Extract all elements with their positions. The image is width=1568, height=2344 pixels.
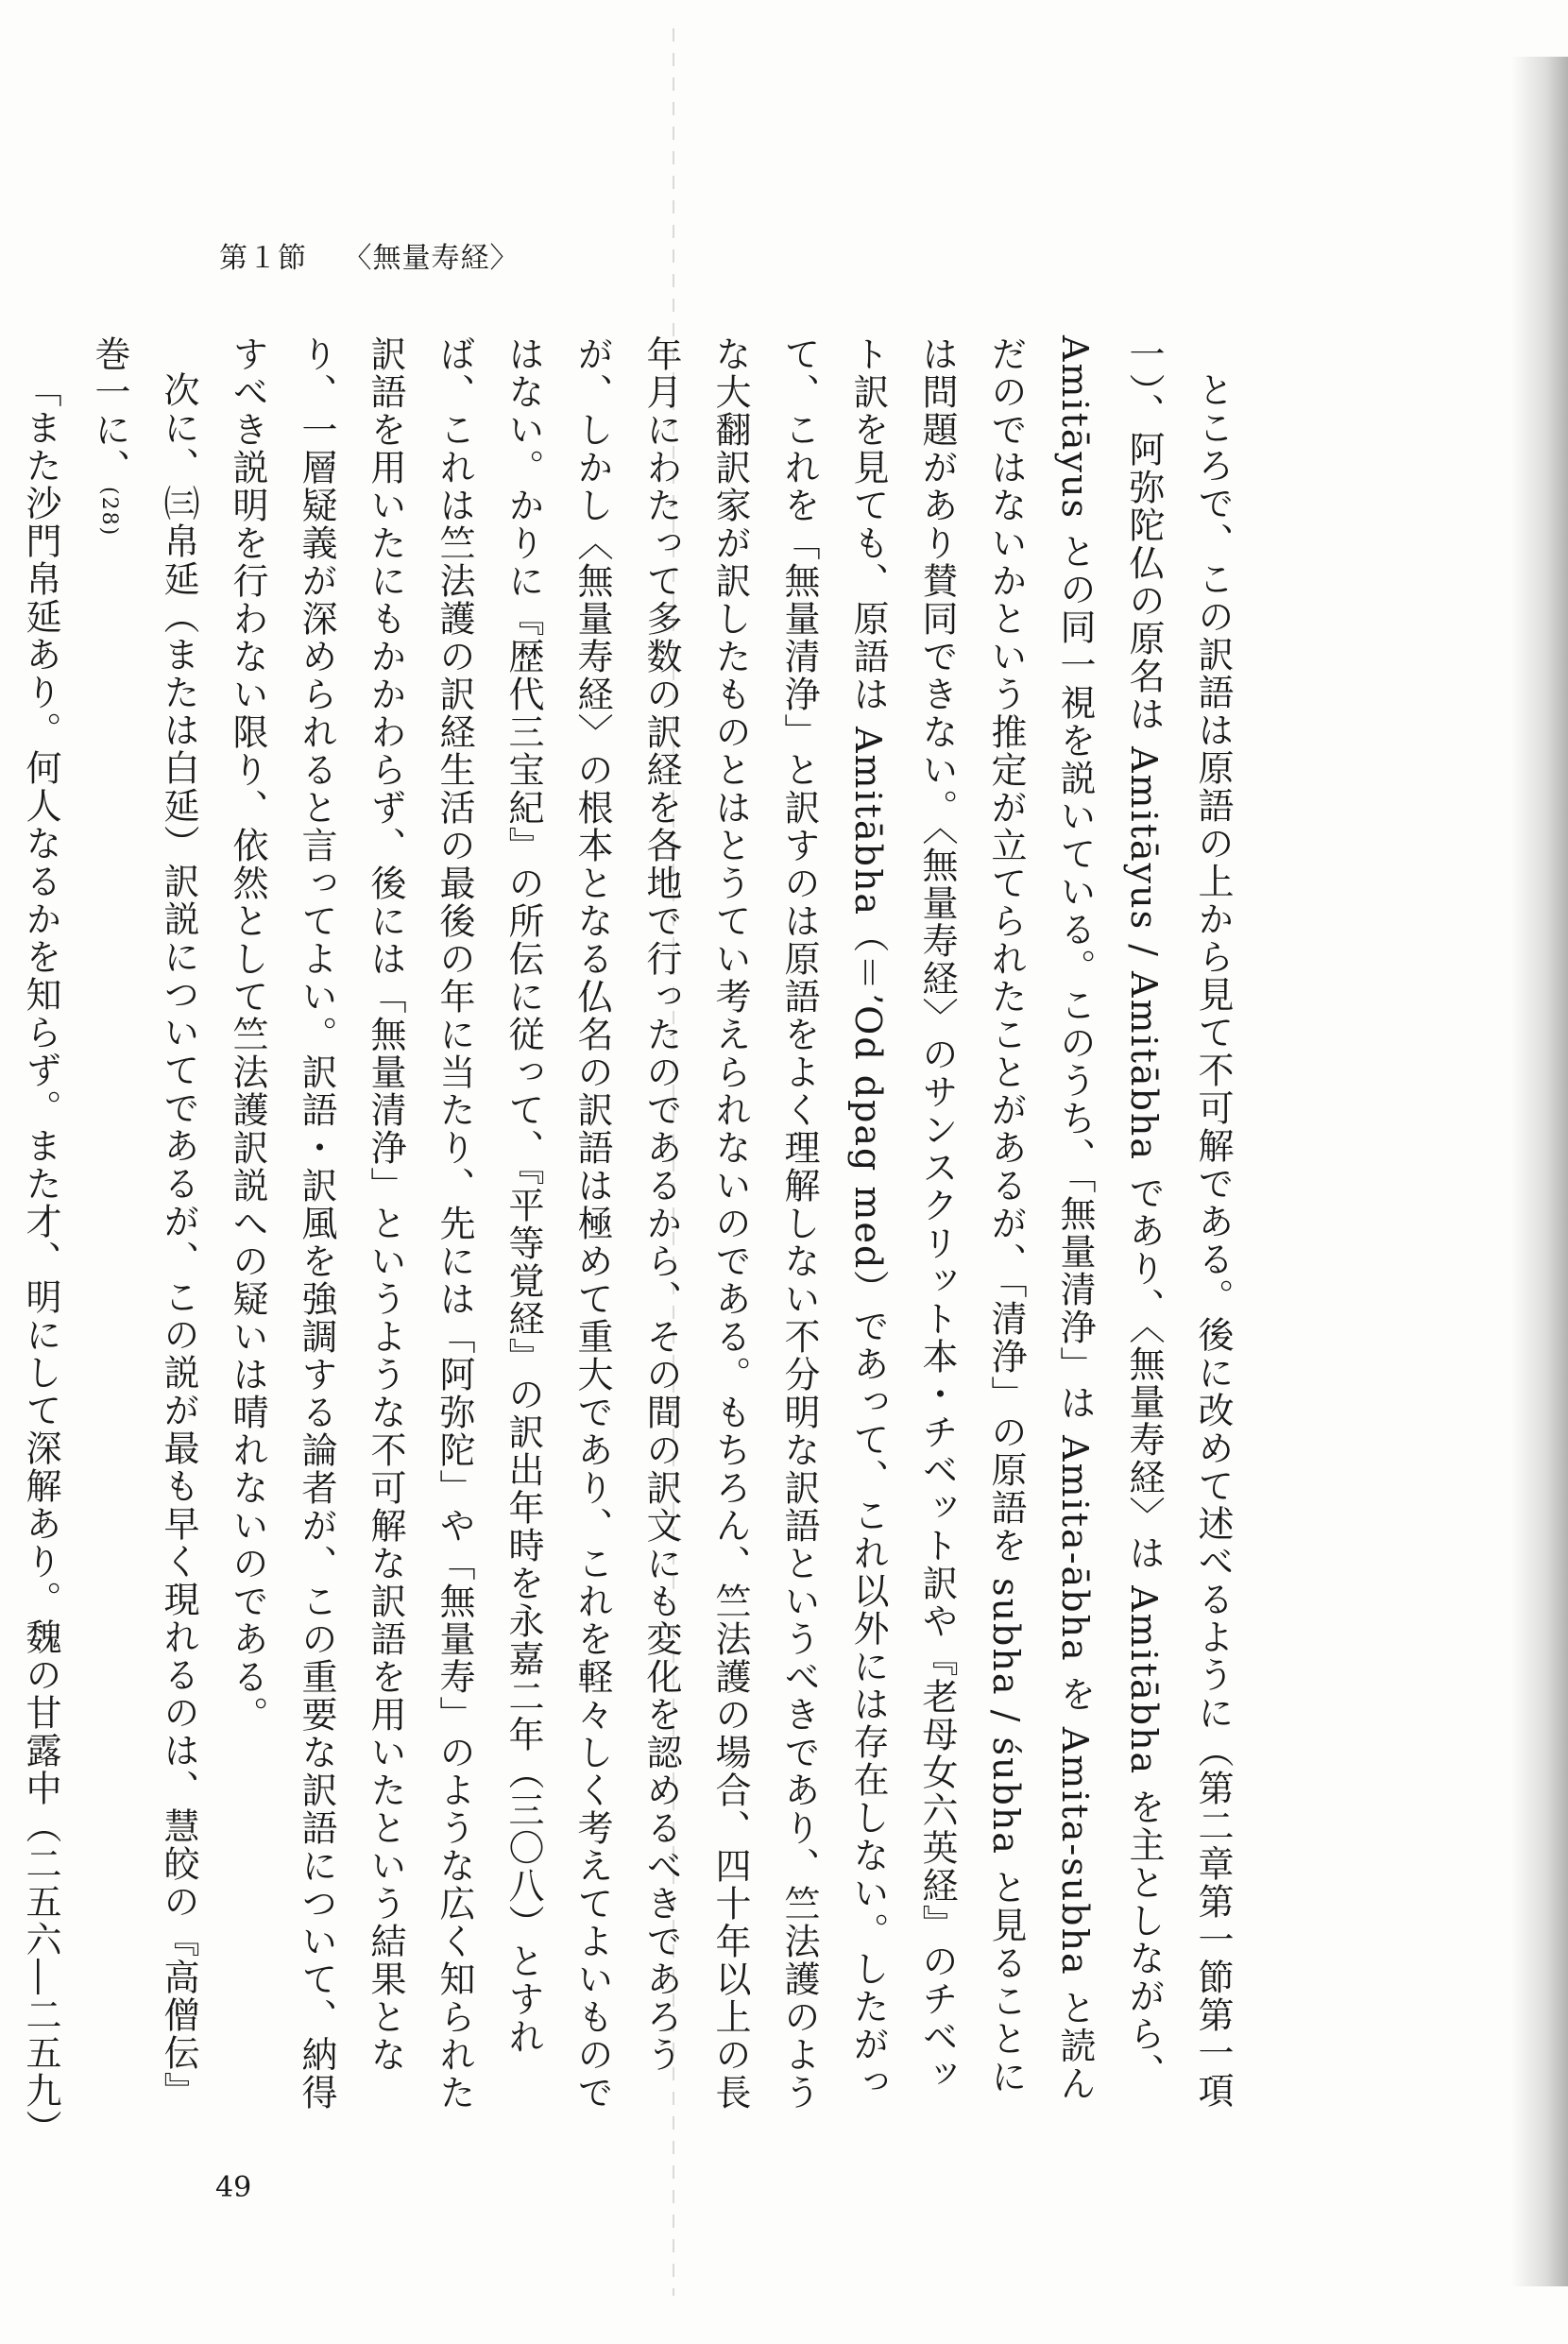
vertical-body-text [20, 335, 1247, 2130]
running-header [219, 234, 520, 276]
paragraph-2-text: 次に、㈢帛延（または白延）訳説についてであるが、この説が最も早く現れるのは、慧皎の『高僧伝』巻一に、 [89, 335, 199, 2110]
paragraph-2 [75, 335, 213, 2130]
scan-edge-shadow [1511, 57, 1568, 2286]
page-number: 49 [215, 2171, 252, 2204]
paragraph-1: ところで、この訳語は原語の上から見て不可解である。後に改めて述べるように（第二章第一節第一項一）、阿弥陀仏の原名は Amitāyus / Amitābha であり、〈無量寿経〉は Amitābha を主としながら、Amitāyus との同一視を説いている。このうち、「無量清浄」は Amita-ābha を Amita-subha と読んだのではないかという推定が立てられたことがあるが、「清浄」の原語を subha / śubha と見ることには問題があり賛同できない。〈無量寿経〉のサンスクリット本・チベット訳や『老母女六英経』のチベット訳を見ても、原語は Amitābha（＝ʼOd dpag med）であって、これ以外には存在しない。したがって、これを「無量清浄」と訳すのは原語をよく理解しない不分明な訳語というべきであり、竺法護のような大翻訳家が訳したものとはとうてい考えられないのである。もちろん、竺法護の場合、四十年以上の長年月にわたって多数の訳経を各地で行ったのであるから、その間の訳文にも変化を認めるべきであろうが、しかし〈無量寿経〉の根本となる仏名の訳語は極めて重大であり、これを軽々しく考えてよいものではない。かりに『歴代三宝紀』の所伝に従って、『平等覚経』の訳出年時を永嘉二年（三〇八）とすれば、これは竺法護の訳経生活の最後の年に当たり、先には「阿弥陀」や「無量寿」のような広く知られた訳語を用いたにもかかわらず、後には「無量清浄」というような不可解な訳語を用いたという結果となり、一層疑義が深められると言ってよい。訳語・訳風を強調する論者が、この重要な訳語について、納得すべき説明を行わない限り、依然として竺法護訳説への疑いは晴れないのである。 [227, 335, 1234, 2112]
block-quote: 「また沙門帛延あり。何人なるかを知らず。また才、明にして深解あり。魏の甘露中（二五六―二五九） [20, 371, 61, 2130]
section-title: 〈無量寿経〉 [343, 242, 520, 275]
note-reference: (28) [97, 487, 121, 538]
section-number: 第１節 [219, 242, 307, 275]
